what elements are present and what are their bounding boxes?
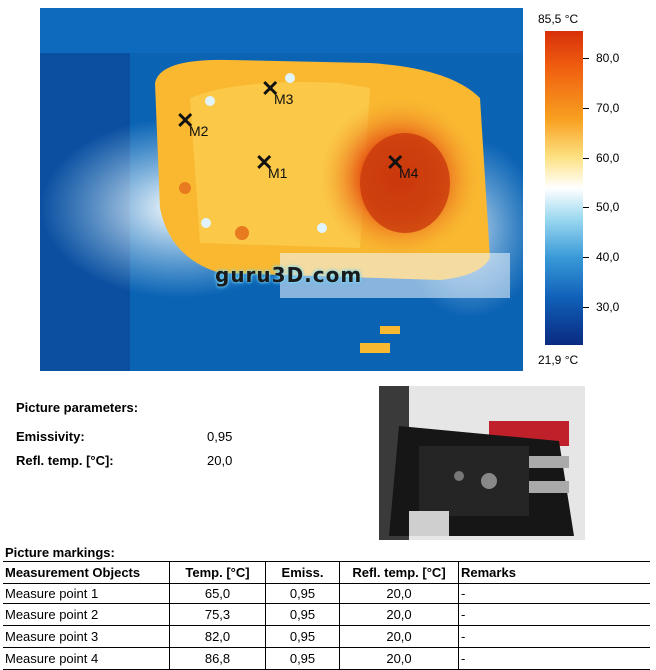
scale-max-label: 85,5 °C: [538, 12, 579, 26]
cell-remarks: -: [459, 604, 651, 626]
scale-tick-label: 50,0: [596, 200, 620, 214]
scale-tick: [583, 58, 589, 59]
markings-table: [3, 561, 650, 670]
col-header: Measurement Objects: [3, 562, 170, 584]
cell-object: Measure point 4: [3, 648, 170, 670]
scale-tick-label: 80,0: [596, 51, 620, 65]
markings-title: Picture markings:: [5, 545, 115, 560]
scale-min-label: 21,9 °C: [538, 353, 579, 367]
emissivity-label: Emissivity:: [16, 429, 85, 444]
cell-object: Measure point 1: [3, 584, 170, 604]
crosshair-icon: ✕: [176, 108, 195, 133]
crosshair-icon: ✕: [261, 76, 280, 101]
col-header: Remarks: [459, 562, 651, 584]
parameters-title: Picture parameters:: [16, 400, 139, 415]
cell-refl: 20,0: [340, 648, 459, 670]
table-row: [3, 604, 650, 626]
cell-temp: 65,0: [170, 584, 266, 604]
col-header: Refl. temp. [°C]: [340, 562, 459, 584]
cell-temp: 86,8: [170, 648, 266, 670]
scale-tick-label: 30,0: [596, 300, 620, 314]
watermark: guru3D.com: [215, 263, 363, 287]
cell-refl: 20,0: [340, 604, 459, 626]
cell-remarks: -: [459, 648, 651, 670]
cell-emiss: 0,95: [266, 584, 340, 604]
scale-tick-label: 40,0: [596, 250, 620, 264]
graphics-card-photo: [379, 386, 585, 540]
marker-label: M2: [189, 123, 209, 139]
crosshair-icon: ✕: [255, 150, 274, 175]
scale-tick: [583, 307, 589, 308]
crosshair-icon: ✕: [386, 150, 405, 175]
cell-temp: 75,3: [170, 604, 266, 626]
scale-tick: [583, 108, 589, 109]
col-header: Emiss.: [266, 562, 340, 584]
cell-temp: 82,0: [170, 626, 266, 648]
scale-tick: [583, 158, 589, 159]
cell-emiss: 0,95: [266, 626, 340, 648]
emissivity-value: 0,95: [207, 429, 233, 444]
cell-emiss: 0,95: [266, 604, 340, 626]
table-row: [3, 584, 650, 604]
temperature-scale-bar: [545, 31, 583, 345]
marker-label: M3: [274, 91, 294, 107]
cell-emiss: 0,95: [266, 648, 340, 670]
cell-object: Measure point 2: [3, 604, 170, 626]
table-row: [3, 626, 650, 648]
cell-object: Measure point 3: [3, 626, 170, 648]
thermal-image: [40, 8, 523, 371]
scale-tick: [583, 207, 589, 208]
refl-temp-value: 20,0: [207, 453, 233, 468]
cell-refl: 20,0: [340, 584, 459, 604]
marker-label: M4: [399, 165, 419, 181]
cell-refl: 20,0: [340, 626, 459, 648]
refl-temp-label: Refl. temp. [°C]:: [16, 453, 114, 468]
table-row: [3, 648, 650, 670]
scale-tick: [583, 257, 589, 258]
col-header: Temp. [°C]: [170, 562, 266, 584]
scale-tick-label: 60,0: [596, 151, 620, 165]
cell-remarks: -: [459, 584, 651, 604]
marker-label: M1: [268, 165, 288, 181]
cell-remarks: -: [459, 626, 651, 648]
table-header-row: [3, 562, 650, 584]
scale-tick-label: 70,0: [596, 101, 620, 115]
